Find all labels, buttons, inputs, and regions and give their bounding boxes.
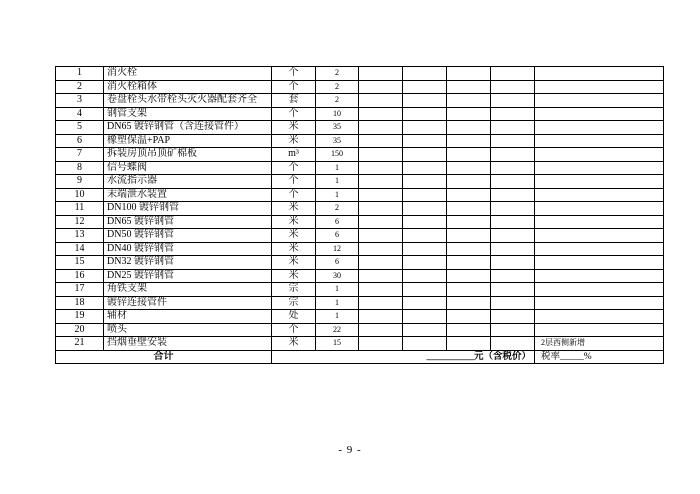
- empty-cell: [447, 242, 491, 256]
- empty-cell: [359, 310, 403, 324]
- empty-cell: [491, 269, 535, 283]
- cell-qty: 35: [316, 134, 359, 148]
- cell-unit: 米: [272, 134, 316, 148]
- cell-index: 5: [56, 121, 104, 135]
- empty-cell: [403, 202, 447, 216]
- cell-qty: 2: [316, 94, 359, 108]
- cell-unit: 处: [272, 310, 316, 324]
- cell-unit: 米: [272, 242, 316, 256]
- cell-index: 15: [56, 256, 104, 270]
- cell-remark: [535, 148, 664, 162]
- empty-cell: [359, 148, 403, 162]
- cell-qty: 1: [316, 296, 359, 310]
- empty-cell: [491, 229, 535, 243]
- cell-qty: 2: [316, 202, 359, 216]
- cell-name: DN32 镀锌钢管: [104, 256, 272, 270]
- cell-index: 21: [56, 337, 104, 351]
- empty-cell: [447, 107, 491, 121]
- cell-unit: 米: [272, 256, 316, 270]
- cell-remark: [535, 94, 664, 108]
- cell-index: 4: [56, 107, 104, 121]
- empty-cell: [491, 215, 535, 229]
- cell-remark: [535, 175, 664, 189]
- cell-name: 水流指示器: [104, 175, 272, 189]
- cell-qty: 10: [316, 107, 359, 121]
- table-row: [56, 215, 664, 229]
- empty-cell: [403, 188, 447, 202]
- empty-cell: [447, 296, 491, 310]
- empty-cell: [359, 296, 403, 310]
- table-total-section: [56, 350, 664, 364]
- cell-index: 8: [56, 161, 104, 175]
- cell-name: 信号蝶阀: [104, 161, 272, 175]
- cell-unit: 个: [272, 175, 316, 189]
- cell-qty: 1: [316, 310, 359, 324]
- empty-cell: [491, 80, 535, 94]
- empty-cell: [403, 310, 447, 324]
- empty-cell: [491, 296, 535, 310]
- table-row: [56, 148, 664, 162]
- cell-name: 角铁支架: [104, 283, 272, 297]
- empty-cell: [359, 215, 403, 229]
- empty-cell: [491, 107, 535, 121]
- empty-cell: [447, 161, 491, 175]
- empty-cell: [359, 256, 403, 270]
- table-row: [56, 296, 664, 310]
- empty-cell: [447, 269, 491, 283]
- cell-remark: [535, 323, 664, 337]
- table-row: [56, 67, 664, 81]
- cell-qty: 6: [316, 229, 359, 243]
- empty-cell: [359, 202, 403, 216]
- empty-cell: [447, 67, 491, 81]
- empty-cell: [447, 94, 491, 108]
- empty-cell: [447, 134, 491, 148]
- empty-cell: [447, 323, 491, 337]
- cell-index: 16: [56, 269, 104, 283]
- empty-cell: [403, 80, 447, 94]
- table-row: [56, 323, 664, 337]
- cell-remark: [535, 107, 664, 121]
- cell-unit: 个: [272, 323, 316, 337]
- empty-cell: [403, 215, 447, 229]
- table-row: [56, 202, 664, 216]
- cell-name: 拆装房顶吊顶矿棉板: [104, 148, 272, 162]
- cell-index: 9: [56, 175, 104, 189]
- empty-cell: [403, 242, 447, 256]
- empty-cell: [403, 175, 447, 189]
- empty-cell: [359, 269, 403, 283]
- empty-cell: [359, 283, 403, 297]
- cell-name: 橡塑保温+PAP: [104, 134, 272, 148]
- empty-cell: [447, 337, 491, 351]
- empty-cell: [447, 188, 491, 202]
- cell-name: 卷盘栓头水带栓头灭火器配套齐全: [104, 94, 272, 108]
- empty-cell: [491, 121, 535, 135]
- cell-name: 喷头: [104, 323, 272, 337]
- cell-index: 3: [56, 94, 104, 108]
- cell-name: 消火栓箱体: [104, 80, 272, 94]
- cell-remark: [535, 242, 664, 256]
- cell-unit: 米: [272, 121, 316, 135]
- cell-remark: [535, 80, 664, 94]
- cell-index: 1: [56, 67, 104, 81]
- empty-cell: [447, 310, 491, 324]
- cell-name: 消火栓: [104, 67, 272, 81]
- cell-index: 17: [56, 283, 104, 297]
- empty-cell: [491, 202, 535, 216]
- empty-cell: [359, 323, 403, 337]
- cell-qty: 35: [316, 121, 359, 135]
- cell-unit: 米: [272, 215, 316, 229]
- empty-cell: [491, 283, 535, 297]
- cell-name: DN40 镀锌钢管: [104, 242, 272, 256]
- cell-qty: 30: [316, 269, 359, 283]
- empty-cell: [403, 283, 447, 297]
- cell-qty: 6: [316, 256, 359, 270]
- table-row: [56, 107, 664, 121]
- cell-qty: 2: [316, 80, 359, 94]
- empty-cell: [359, 229, 403, 243]
- table-row: [56, 80, 664, 94]
- empty-cell: [491, 94, 535, 108]
- page-number: - 9 -: [338, 444, 362, 456]
- total-label: 合计: [56, 350, 272, 364]
- cell-name: 钢管支架: [104, 107, 272, 121]
- cell-qty: 1: [316, 283, 359, 297]
- table-row: [56, 337, 664, 351]
- empty-cell: [359, 121, 403, 135]
- table-row: [56, 94, 664, 108]
- empty-cell: [447, 121, 491, 135]
- table-row: [56, 256, 664, 270]
- empty-cell: [491, 242, 535, 256]
- empty-cell: [491, 188, 535, 202]
- cell-remark: [535, 296, 664, 310]
- table-row: [56, 269, 664, 283]
- cell-qty: 15: [316, 337, 359, 351]
- total-row: [56, 350, 664, 364]
- cell-index: 11: [56, 202, 104, 216]
- tax-rate: 税率_____%: [535, 350, 664, 364]
- table-row: [56, 188, 664, 202]
- cell-unit: m³: [272, 148, 316, 162]
- cell-unit: 个: [272, 161, 316, 175]
- cell-index: 2: [56, 80, 104, 94]
- empty-cell: [403, 148, 447, 162]
- cell-remark: [535, 269, 664, 283]
- cell-qty: 2: [316, 67, 359, 81]
- cell-unit: 宗: [272, 296, 316, 310]
- empty-cell: [403, 337, 447, 351]
- empty-cell: [491, 67, 535, 81]
- empty-cell: [447, 80, 491, 94]
- empty-cell: [403, 161, 447, 175]
- empty-cell: [491, 256, 535, 270]
- empty-cell: [359, 175, 403, 189]
- cell-name: 辅材: [104, 310, 272, 324]
- cell-remark: [535, 283, 664, 297]
- cell-name: DN65 镀锌钢管: [104, 215, 272, 229]
- cell-unit: 米: [272, 229, 316, 243]
- cell-name: DN25 镀锌钢管: [104, 269, 272, 283]
- empty-cell: [403, 269, 447, 283]
- cell-name: DN50 镀锌钢管: [104, 229, 272, 243]
- cell-remark: [535, 215, 664, 229]
- empty-cell: [491, 134, 535, 148]
- table-row: [56, 310, 664, 324]
- empty-cell: [403, 94, 447, 108]
- cell-remark: [535, 256, 664, 270]
- empty-cell: [403, 107, 447, 121]
- cell-index: 12: [56, 215, 104, 229]
- cell-index: 19: [56, 310, 104, 324]
- table-row: [56, 175, 664, 189]
- cell-qty: 1: [316, 175, 359, 189]
- empty-cell: [491, 175, 535, 189]
- table-row: [56, 161, 664, 175]
- empty-cell: [359, 188, 403, 202]
- cell-remark: [535, 188, 664, 202]
- empty-cell: [359, 242, 403, 256]
- cell-unit: 个: [272, 188, 316, 202]
- cell-qty: 1: [316, 188, 359, 202]
- empty-cell: [403, 134, 447, 148]
- cell-unit: 个: [272, 107, 316, 121]
- empty-cell: [447, 202, 491, 216]
- quotation-table: [55, 66, 664, 364]
- table-row: [56, 134, 664, 148]
- cell-unit: 米: [272, 337, 316, 351]
- empty-cell: [447, 215, 491, 229]
- cell-remark: [535, 202, 664, 216]
- empty-cell: [447, 175, 491, 189]
- empty-cell: [491, 323, 535, 337]
- empty-cell: [359, 337, 403, 351]
- cell-index: 20: [56, 323, 104, 337]
- cell-remark: [535, 67, 664, 81]
- cell-qty: 6: [316, 215, 359, 229]
- cell-index: 6: [56, 134, 104, 148]
- cell-remark: [535, 310, 664, 324]
- cell-remark: [535, 229, 664, 243]
- cell-qty: 12: [316, 242, 359, 256]
- empty-cell: [403, 296, 447, 310]
- cell-qty: 150: [316, 148, 359, 162]
- empty-cell: [359, 94, 403, 108]
- cell-remark: [535, 134, 664, 148]
- empty-cell: [359, 80, 403, 94]
- cell-unit: 宗: [272, 283, 316, 297]
- total-amount: __________元（含税价）: [272, 350, 535, 364]
- cell-unit: 个: [272, 67, 316, 81]
- empty-cell: [403, 256, 447, 270]
- table-row: [56, 242, 664, 256]
- cell-name: 挡烟垂壁安装: [104, 337, 272, 351]
- cell-unit: 米: [272, 269, 316, 283]
- cell-unit: 个: [272, 80, 316, 94]
- empty-cell: [403, 323, 447, 337]
- cell-name: 末端泄水装置: [104, 188, 272, 202]
- empty-cell: [403, 121, 447, 135]
- cell-name: DN65 镀锌钢管（含连接管件）: [104, 121, 272, 135]
- empty-cell: [447, 283, 491, 297]
- empty-cell: [447, 256, 491, 270]
- cell-name: 镀锌连接管件: [104, 296, 272, 310]
- empty-cell: [359, 134, 403, 148]
- empty-cell: [447, 148, 491, 162]
- cell-qty: 22: [316, 323, 359, 337]
- empty-cell: [359, 161, 403, 175]
- table-row: [56, 283, 664, 297]
- empty-cell: [359, 67, 403, 81]
- empty-cell: [491, 337, 535, 351]
- table-body: [56, 67, 664, 351]
- table-row: [56, 121, 664, 135]
- cell-unit: 套: [272, 94, 316, 108]
- table-row: [56, 229, 664, 243]
- cell-index: 14: [56, 242, 104, 256]
- empty-cell: [491, 310, 535, 324]
- empty-cell: [403, 67, 447, 81]
- cell-name: DN100 镀锌钢管: [104, 202, 272, 216]
- cell-unit: 米: [272, 202, 316, 216]
- cell-index: 18: [56, 296, 104, 310]
- empty-cell: [491, 161, 535, 175]
- cell-remark: [535, 121, 664, 135]
- cell-remark: [535, 161, 664, 175]
- cell-index: 7: [56, 148, 104, 162]
- empty-cell: [491, 148, 535, 162]
- cell-index: 13: [56, 229, 104, 243]
- empty-cell: [403, 229, 447, 243]
- cell-index: 10: [56, 188, 104, 202]
- cell-qty: 1: [316, 161, 359, 175]
- empty-cell: [359, 107, 403, 121]
- empty-cell: [447, 229, 491, 243]
- cell-remark: 2层西侧新增: [535, 337, 664, 351]
